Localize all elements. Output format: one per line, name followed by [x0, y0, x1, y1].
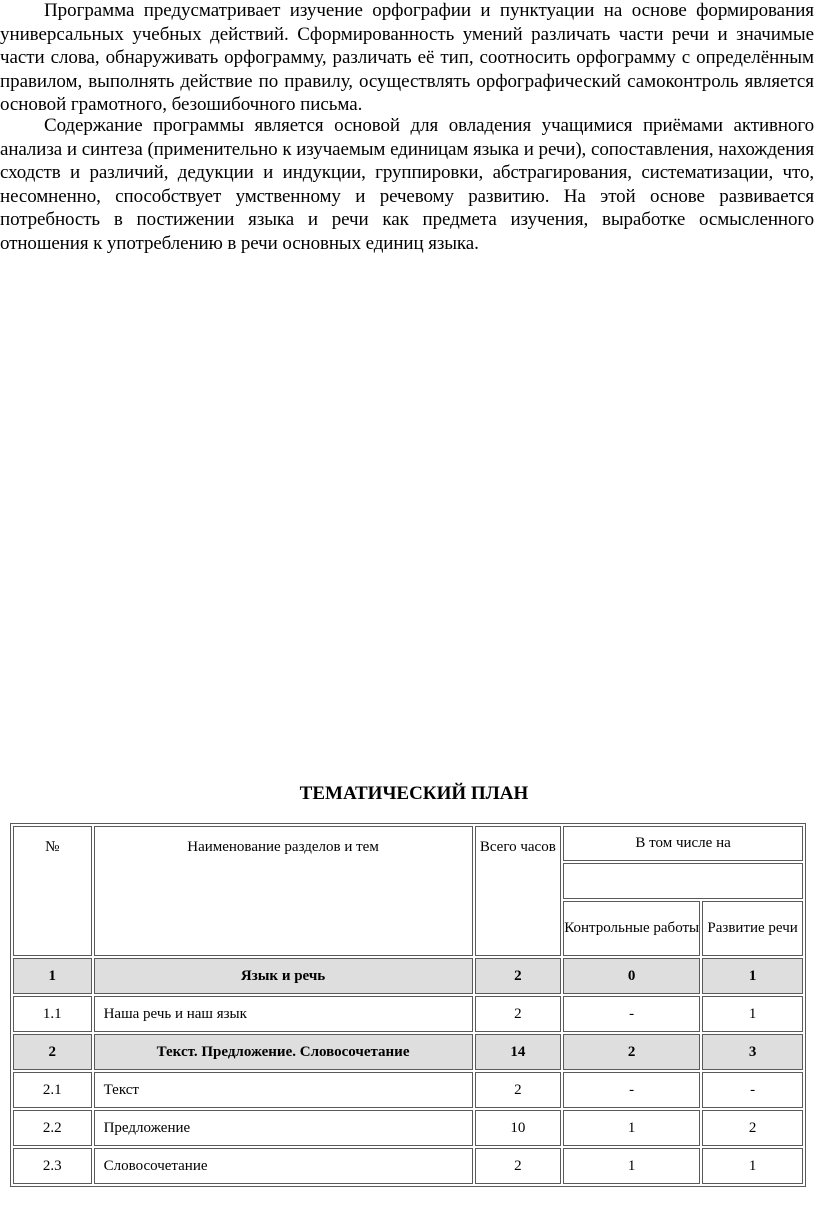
row-number: 1.1 — [13, 996, 92, 1032]
topic-row — [13, 1110, 803, 1146]
intro-paragraph: Программа предусматривает изучение орфографии и пунктуации на основе формирования универсальных учебных действий. Сформированность умений различать части речи и значимые части слова, обнаруживать орфограмму, различать её тип, соотносить орфограмму с определённым правилом, выполнять действие по правилу, осуществлять орфографический самоконтроль является основой грамотного, безошибочного письма. — [0, 0, 814, 115]
row-total-hours: 2 — [475, 1148, 562, 1184]
row-tests: 2 — [563, 1034, 700, 1070]
row-name: Текст — [94, 1072, 473, 1108]
row-speech: 1 — [702, 958, 803, 994]
row-speech: 1 — [702, 1148, 803, 1184]
row-number: 2.3 — [13, 1148, 92, 1184]
row-name: Предложение — [94, 1110, 473, 1146]
row-speech: 2 — [702, 1110, 803, 1146]
section-row — [13, 1034, 803, 1070]
row-total-hours: 10 — [475, 1110, 562, 1146]
row-tests: - — [563, 1072, 700, 1108]
header-total-hours: Всего часов — [475, 826, 562, 956]
header-including: В том числе на — [563, 826, 803, 861]
row-number: 1 — [13, 958, 92, 994]
row-speech: 1 — [702, 996, 803, 1032]
table-header-row — [13, 826, 803, 861]
content-paragraph: Содержание программы является основой для овладения учащимися приёмами активного анализа и синтеза (применительно к изучаемым единицам языка и речи), сопоставления, нахождения сходств и различий, дедукции и индукции, группировки, абстрагирования, систематизации, что, несомненно, способствует умственному и речевому развитию. На этой основе развивается потребность в постижении языка и речи как предмета изучения, выработке осмысленного отношения к употреблению в речи основных единиц языка. — [0, 115, 814, 254]
header-number: № — [13, 826, 92, 956]
row-total-hours: 2 — [475, 1072, 562, 1108]
row-name: Текст. Предложение. Словосочетание — [94, 1034, 473, 1070]
topic-row — [13, 996, 803, 1032]
row-number: 2.2 — [13, 1110, 92, 1146]
row-name: Словосочетание — [94, 1148, 473, 1184]
row-tests: 1 — [563, 1110, 700, 1146]
header-speech: Развитие речи — [702, 901, 803, 956]
thematic-plan-table — [10, 823, 806, 1187]
header-empty-cell — [563, 863, 803, 899]
topic-row — [13, 1072, 803, 1108]
row-total-hours: 2 — [475, 958, 562, 994]
row-number: 2 — [13, 1034, 92, 1070]
plan-title: ТЕМАТИЧЕСКИЙ ПЛАН — [299, 783, 529, 804]
row-tests: - — [563, 996, 700, 1032]
row-total-hours: 14 — [475, 1034, 562, 1070]
section-row — [13, 958, 803, 994]
row-speech: 3 — [702, 1034, 803, 1070]
row-tests: 0 — [563, 958, 700, 994]
header-name: Наименование разделов и тем — [94, 826, 473, 956]
topic-row — [13, 1148, 803, 1184]
row-name: Язык и речь — [94, 958, 473, 994]
header-tests: Контрольные работы — [563, 901, 700, 956]
row-name: Наша речь и наш язык — [94, 996, 473, 1032]
row-total-hours: 2 — [475, 996, 562, 1032]
row-number: 2.1 — [13, 1072, 92, 1108]
row-tests: 1 — [563, 1148, 700, 1184]
row-speech: - — [702, 1072, 803, 1108]
